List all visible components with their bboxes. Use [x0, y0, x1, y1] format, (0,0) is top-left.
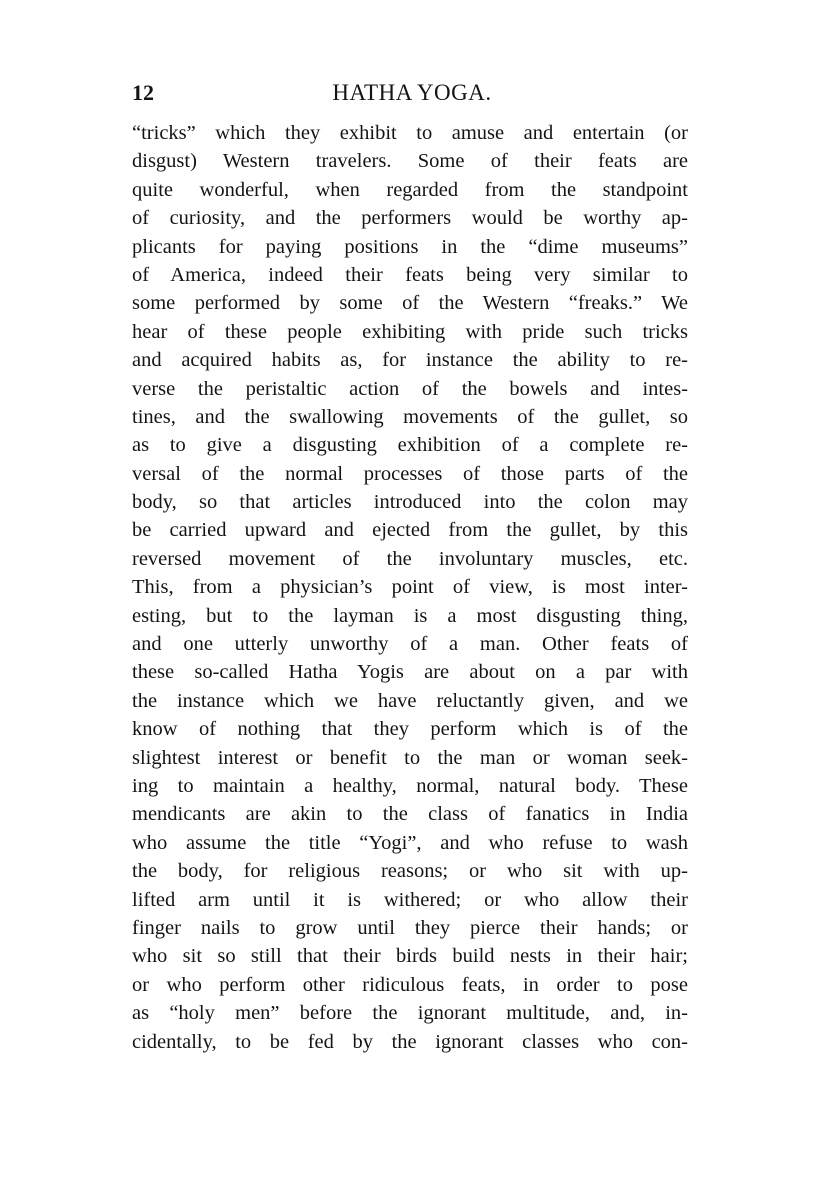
text-line: lifted arm until it is withered; or who allow their	[132, 888, 688, 911]
text-line: and acquired habits as, for instance the ability to re-	[132, 349, 688, 372]
text-line: finger nails to grow until they pierce their hands; or	[132, 916, 688, 939]
text-line: some performed by some of the Western “freaks.” We	[132, 292, 688, 315]
text-line: be carried upward and ejected from the gullet, by this	[132, 519, 688, 542]
text-line: the instance which we have reluctantly given, and we	[132, 689, 688, 712]
text-line: and one utterly unworthy of a man. Other feats of	[132, 633, 688, 656]
text-line: of America, indeed their feats being very similar to	[132, 263, 688, 286]
text-line: cidentally, to be fed by the ignorant classes who con-	[132, 1030, 688, 1053]
text-line: quite wonderful, when regarded from the standpoint	[132, 178, 688, 201]
page-number: 12	[132, 80, 154, 105]
text-line: as “holy men” before the ignorant multitude, and, in-	[132, 1002, 688, 1025]
text-line: these so-called Hatha Yogis are about on a par with	[132, 661, 688, 684]
running-head	[132, 78, 692, 108]
text-line: “tricks” which they exhibit to amuse and entertain (or	[132, 122, 688, 144]
text-line: verse the peristaltic action of the bowels and intes-	[132, 377, 688, 400]
text-line: tines, and the swallowing movements of the gullet, so	[132, 405, 688, 428]
text-line: as to give a disgusting exhibition of a complete re-	[132, 434, 688, 457]
text-line: plicants for paying positions in the “dime museums”	[132, 235, 688, 258]
text-line: know of nothing that they perform which is of the	[132, 718, 688, 741]
text-line: versal of the normal processes of those parts of the	[132, 462, 688, 485]
text-line: ing to maintain a healthy, normal, natural body. These	[132, 774, 688, 797]
text-line: who sit so still that their birds build nests in their hair;	[132, 945, 688, 968]
text-line: This, from a physician’s point of view, is most inter-	[132, 576, 688, 599]
text-line: esting, but to the layman is a most disgusting thing,	[132, 604, 688, 627]
running-title: HATHA YOGA.	[332, 80, 492, 105]
text-line: slightest interest or benefit to the man or woman seek-	[132, 746, 688, 769]
body-text	[132, 119, 688, 1056]
text-line: or who perform other ridiculous feats, in order to pose	[132, 973, 688, 996]
text-line: disgust) Western travelers. Some of their feats are	[132, 150, 688, 173]
text-line: the body, for religious reasons; or who sit with up-	[132, 860, 688, 883]
text-line: reversed movement of the involuntary muscles, etc.	[132, 547, 688, 570]
text-line: hear of these people exhibiting with pride such tricks	[132, 320, 688, 343]
text-line: of curiosity, and the performers would be worthy ap-	[132, 207, 688, 230]
text-line: mendicants are akin to the class of fanatics in India	[132, 803, 688, 826]
text-line: who assume the title “Yogi”, and who refuse to wash	[132, 831, 688, 854]
text-line: body, so that articles introduced into the colon may	[132, 491, 688, 514]
